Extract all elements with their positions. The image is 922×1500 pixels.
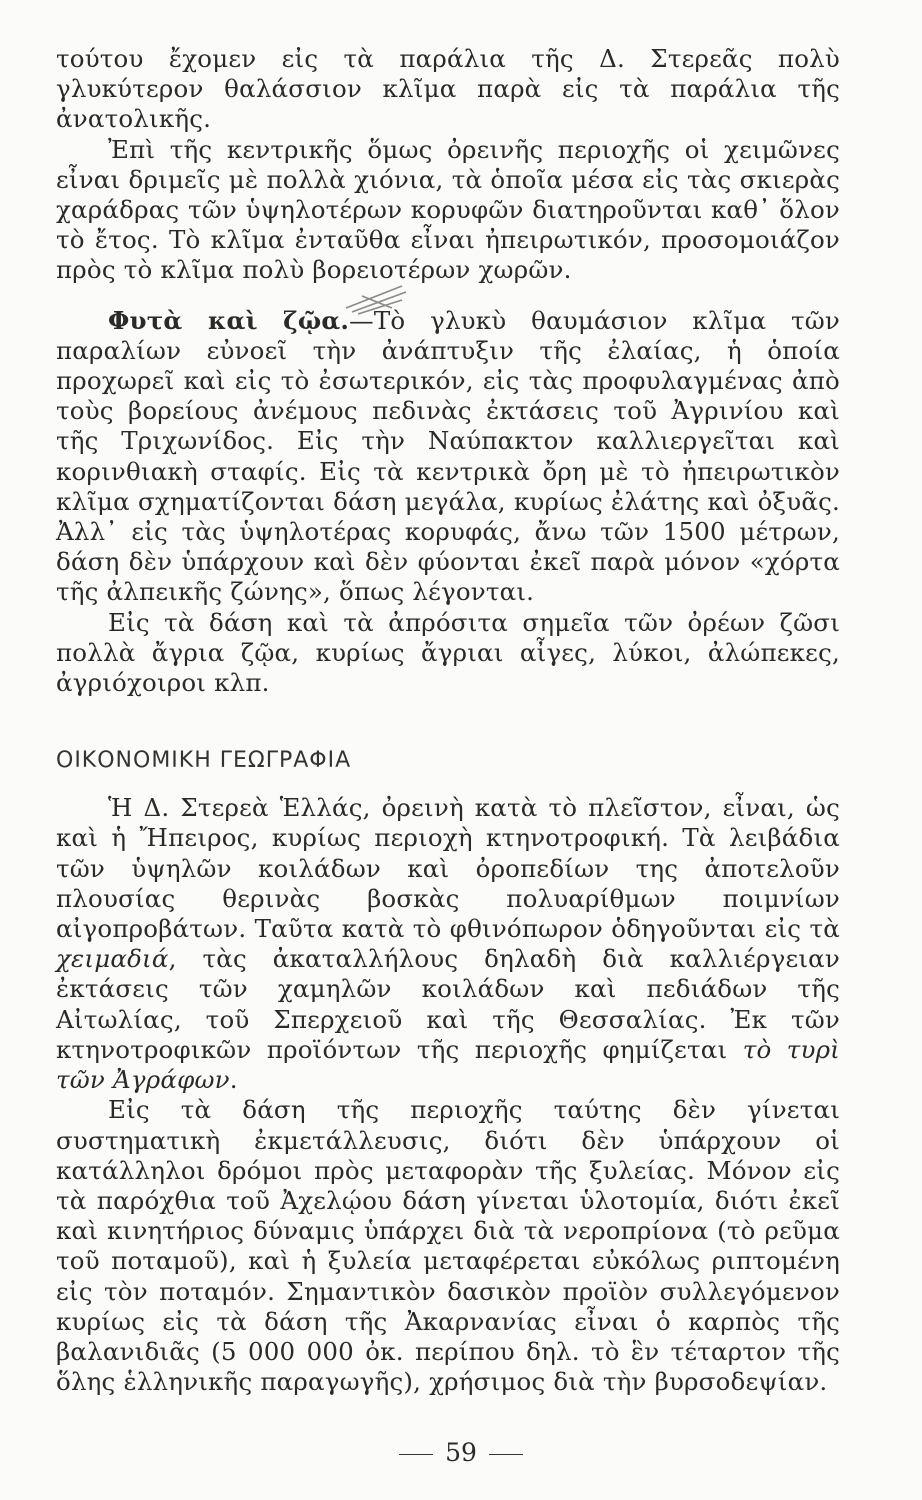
livestock-text-b: , τὰς ἀκαταλλήλους δηλαδὴ διὰ καλλιέργειαν ἐκτάσεις τῶν χαμηλῶν κοιλάδων καὶ πεδιάδων τῆς Αἰτωλίας, τοῦ Σπερχειοῦ καὶ τῆς Θεσσαλίας. Ἐκ τῶν κτηνοτροφικῶν προϊόντων τῆς περιοχῆς φημίζεται xyxy=(56,944,840,1064)
paragraph-wild-animals: Εἰς τὰ δάση καὶ τὰ ἀπρόσιτα σημεῖα τῶν ὀρέων ζῶσι πολλὰ ἄγρια ζῷα, κυρίως ἄγριαι αἶγες, λύκοι, ἀλώπεκες, ἀγριόχοιροι κλπ. xyxy=(56,607,840,698)
italic-term-cheese: τὸ τυρὶ τῶν Ἀγράφων xyxy=(56,1034,840,1095)
livestock-text-a: Ἡ Δ. Στερεὰ Ἑλλάς, ὀρεινὴ κατὰ τὸ πλεῖστον, εἶναι, ὡς καὶ ἡ Ἤπειρος, κυρίως περιοχὴ κτηνοτροφική. Τὰ λειβάδια τῶν ὑψηλῶν κοιλάδων καὶ ὀροπεδίων της ἀποτελοῦν πλουσίας θερινὰς βοσκὰς πολυαρίθμων ποιμνίων αἰγοπροβάτων. Ταῦτα κατὰ τὸ φθινόπωρον ὁδηγοῦνται εἰς τὰ xyxy=(56,793,840,944)
book-page xyxy=(56,44,840,1397)
pencil-scribble-mark xyxy=(342,278,412,318)
italic-term-cheimadia: χειμαδιά xyxy=(56,944,169,974)
page-number: 59 xyxy=(445,1438,477,1467)
section-heading: ΟΙΚΟΝΟΜΙΚΗ ΓΕΩΓΡΑΦΙΑ xyxy=(56,748,352,774)
livestock-text-end: . xyxy=(229,1065,238,1095)
paragraph-climate-interior: Ἐπὶ τῆς κεντρικῆς ὅμως ὀρεινῆς περιοχῆς οἱ χειμῶνες εἶναι δριμεῖς μὲ πολλὰ χιόνια, τὰ ὁποῖα μέσα εἰς τὰς σκιερὰς χαράδρας τῶν ὑψηλοτέρων κορυφῶν διατηροῦνται καθ᾽ ὅλον τὸ ἔτος. Τὸ κλῖμα ἐνταῦθα εἶναι ἠπειρωτικόν, προσομοιάζον πρὸς τὸ κλῖμα πολὺ βορειοτέρων χωρῶν. xyxy=(56,134,840,285)
paragraph-forestry: Εἰς τὰ δάση τῆς περιοχῆς ταύτης δὲν γίνεται συστηματικὴ ἐκμετάλλευσις, διότι δὲν ὑπάρχουν οἱ κατάλληλοι δρόμοι πρὸς μεταφορὰν τῆς ξυλείας. Μόνον εἰς τὰ παρόχθια τοῦ Ἀχελῴου δάση γίνεται ὑλοτομία, διότι ἐκεῖ καὶ κινητήριος δύναμις ὑπάρχει διὰ τὰ νεροπρίονα (τὸ ρεῦμα τοῦ ποταμοῦ), καὶ ἡ ξυλεία μεταφέρεται εὐκόλως ριπτομένη εἰς τὸν ποταμόν. Σημαντικὸν δασικὸν προϊὸν συλλεγόμενον κυρίως εἰς τὰ δάση τῆς Ἀκαρνανίας εἶναι ὁ καρπὸς τῆς βαλανιδιᾶς (5 000 000 ὀκ. περίπου δηλ. τὸ ἓν τέταρτον τῆς ὅλης ἑλληνικῆς παραγωγῆς), χρήσιμος διὰ τὴν βυρσοδεψίαν. xyxy=(56,1095,840,1397)
dash-right xyxy=(489,1454,523,1455)
section-subtitle: Φυτὰ καὶ ζῷα. xyxy=(108,305,350,335)
paragraph-plants-animals xyxy=(56,306,840,608)
paragraph-plants-text: —Τὸ γλυκὺ θαυμάσιον κλῖμα τῶν παραλίων εὐνοεῖ τὴν ἀνάπτυξιν τῆς ἐλαίας, ἡ ὁποία προχωρεῖ καὶ εἰς τὸ ἐσωτερικόν, εἰς τὰς προφυλαγμένας ἀπὸ τοὺς βορείους ἀνέμους πεδινὰς ἐκτάσεις τοῦ Ἀγρινίου καὶ τῆς Τριχωνίδος. Εἰς τὴν Ναύπακτον καλλιεργεῖται καὶ κορινθιακὴ σταφίς. Εἰς τὰ κεντρικὰ ὄρη μὲ τὸ ἠπειρωτικὸν κλῖμα σχηματίζονται δάση μεγάλα, κυρίως ἐλάτης καὶ ὀξυᾶς. Ἀλλ᾽ εἰς τὰς ὑψηλοτέρας κορυφάς, ἄνω τῶν 1500 μέτρων, δάση δὲν ὑπάρχουν καὶ δὲν φύονται ἐκεῖ παρὰ μόνον «χόρτα τῆς ἀλπεικῆς ζώνης», ὅπως λέγονται. xyxy=(56,305,840,607)
page-number-footer xyxy=(0,1438,922,1467)
dash-left xyxy=(399,1454,433,1455)
paragraph-climate-coast: τούτου ἔχομεν εἰς τὰ παράλια τῆς Δ. Στερεᾶς πολὺ γλυκύτερον θαλάσσιον κλῖμα παρὰ εἰς τὰ παράλια τῆς ἀνατολικῆς. xyxy=(56,44,840,134)
paragraph-livestock xyxy=(56,793,840,1095)
